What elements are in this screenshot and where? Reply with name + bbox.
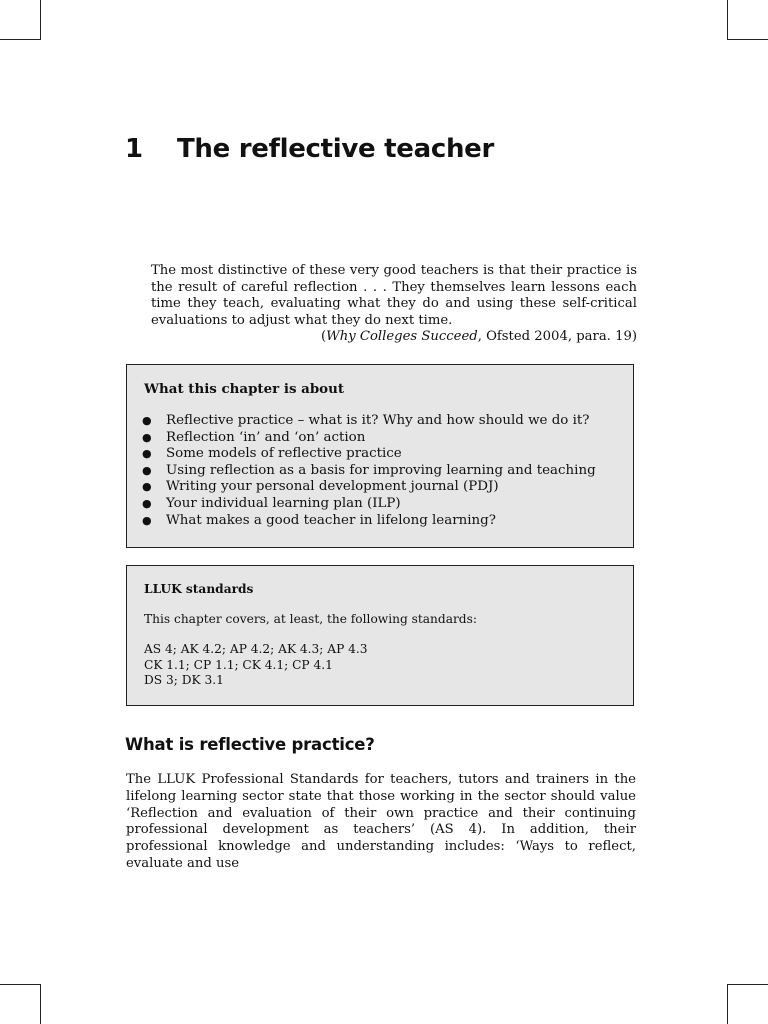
crop-mark-top-left-horizontal <box>0 39 40 40</box>
standards-list <box>144 642 368 689</box>
chapter-summary-list <box>142 413 596 529</box>
attribution-source: Why Colleges Succeed <box>326 329 478 345</box>
list-item-text: Reflective practice – what is it? Why and how should we do it? <box>166 413 590 428</box>
bullet-icon: ● <box>142 430 152 444</box>
standards-line: DS 3; DK 3.1 <box>144 673 224 687</box>
crop-mark-top-right-horizontal <box>728 39 768 40</box>
list-item-text: Writing your personal development journal (PDJ) <box>166 479 499 495</box>
crop-mark-bottom-right-vertical <box>727 984 728 1024</box>
standards-box <box>126 565 634 706</box>
chapter-title <box>125 134 494 164</box>
list-item-text: Some models of reflective practice <box>166 446 402 462</box>
bullet-icon: ● <box>142 414 152 427</box>
chapter-summary-heading: What this chapter is about <box>144 381 345 397</box>
list-item-text: Your individual learning plan (ILP) <box>166 495 401 511</box>
list-item-text: Reflection ‘in’ and ‘on’ action <box>166 429 366 445</box>
crop-mark-bottom-left-horizontal <box>0 984 40 985</box>
list-item <box>142 479 596 496</box>
standards-intro: This chapter covers, at least, the following standards: <box>144 612 477 626</box>
chapter-number: 1 <box>125 134 143 164</box>
chapter-summary-box <box>126 364 634 548</box>
chapter-title-text: The reflective teacher <box>177 134 495 164</box>
bullet-icon: ● <box>142 513 152 527</box>
crop-mark-top-left-vertical <box>40 0 41 40</box>
epigraph-text: The most distinctive of these very good teachers is that their practice is the result of careful reflection . . . They themselves learn lessons each time they teach, evaluating what they do and using these self-critical evaluations to adjust what they do next time. <box>151 263 637 328</box>
section-heading: What is reflective practice? <box>125 735 375 754</box>
list-item <box>142 513 596 530</box>
attribution-open: ( <box>321 329 327 345</box>
list-item <box>142 496 596 513</box>
crop-mark-top-right-vertical <box>727 0 728 40</box>
standards-line: CK 1.1; CP 1.1; CK 4.1; CP 4.1 <box>144 657 333 672</box>
list-item <box>142 413 596 430</box>
crop-mark-bottom-right-horizontal <box>728 984 768 985</box>
epigraph-attribution <box>151 329 637 346</box>
bullet-icon: ● <box>142 447 152 461</box>
list-item <box>142 463 596 480</box>
epigraph <box>151 263 637 346</box>
standards-line: AS 4; AK 4.2; AP 4.2; AK 4.3; AP 4.3 <box>144 642 368 656</box>
crop-mark-bottom-left-vertical <box>40 984 41 1024</box>
bullet-icon: ● <box>142 496 152 510</box>
list-item <box>142 446 596 463</box>
bullet-icon: ● <box>142 463 152 477</box>
list-item-text: Using reflection as a basis for improving learning and teaching <box>166 462 596 478</box>
section-body-paragraph: The LLUK Professional Standards for teachers, tutors and trainers in the lifelong learning sector state that those working in the sector should value ‘Reflection and evaluation of their own practice and their continuing professional development as teachers’ (AS 4). In addition, their professional knowledge and understanding includes: ‘Ways to reflect, evaluate and use <box>126 772 636 871</box>
bullet-icon: ● <box>142 480 152 494</box>
standards-heading: LLUK standards <box>144 582 254 596</box>
attribution-rest: , Ofsted 2004, para. 19) <box>477 329 637 345</box>
list-item-text: What makes a good teacher in lifelong learning? <box>166 512 496 528</box>
list-item <box>142 430 596 447</box>
